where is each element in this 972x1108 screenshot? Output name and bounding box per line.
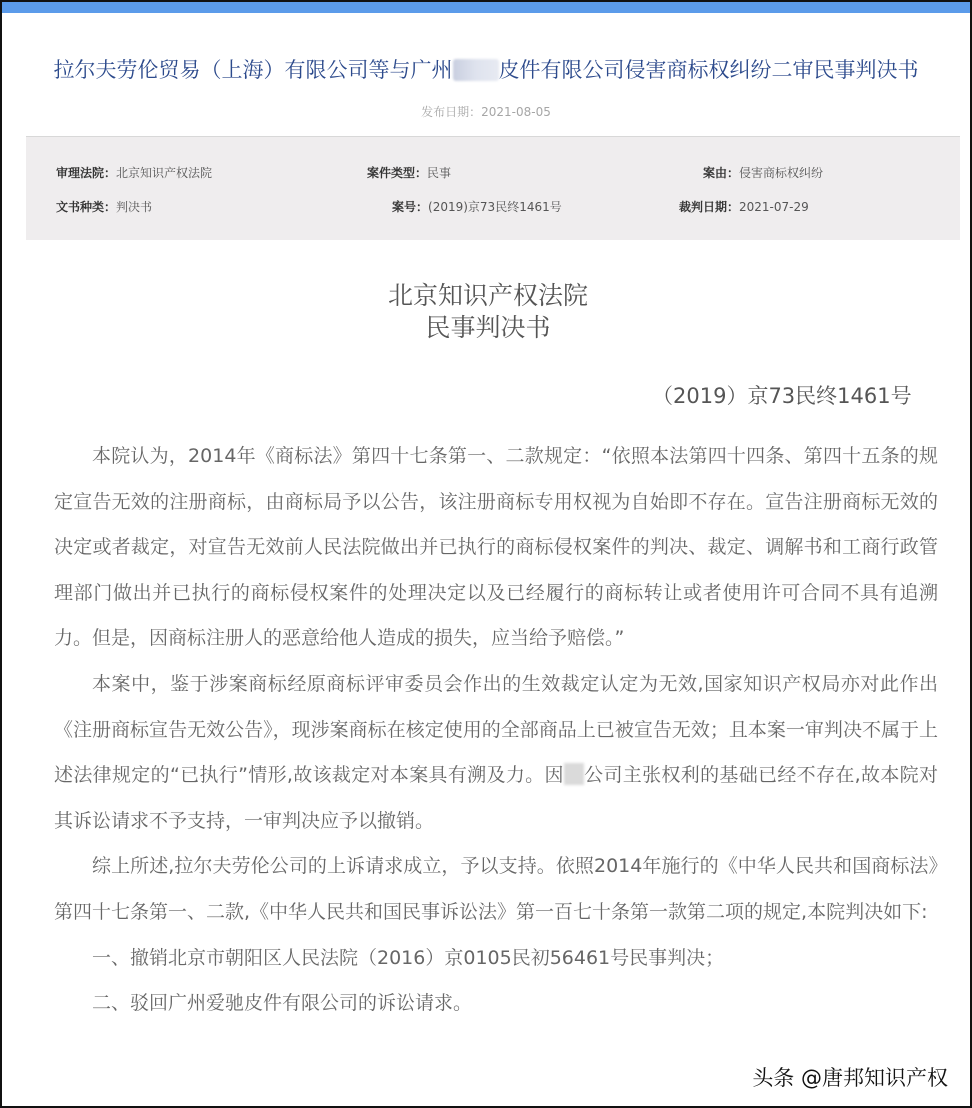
meta-case-type-value: 民事 <box>427 166 452 180</box>
title-text-part1: 拉尔夫劳伦贸易（上海）有限公司等与广州 <box>53 58 453 82</box>
meta-judgment-date <box>679 198 809 215</box>
judgment-item-2: 二、驳回广州爱驰皮件有限公司的诉讼请求。 <box>92 992 473 1015</box>
meta-case-no-value: (2019)京73民终1461号 <box>428 200 562 214</box>
case-header-panel <box>0 0 972 424</box>
case-metadata-box <box>26 136 960 240</box>
redaction-blur <box>453 59 499 81</box>
document-title <box>2 54 970 84</box>
meta-court-value: 北京知识产权法院 <box>116 166 213 180</box>
meta-case-no-label: 案号： <box>392 200 429 214</box>
meta-doc-type-label: 文书种类： <box>56 200 117 214</box>
court-name-line: 北京知识产权法院 <box>387 281 588 310</box>
document-heading <box>2 280 970 344</box>
publish-date-label: 发布日期： <box>421 105 482 119</box>
meta-case-no <box>392 198 562 215</box>
meta-doc-type <box>56 198 152 215</box>
paragraph-court-opinion: 本院认为，2014年《商标法》第四十七条第一、二款规定：“依照本法第四十四条、第四十五条的规定宣告无效的注册商标，由商标局予以公告，该注册商标专用权视为自始即不存在。宣告注册商标无效的决定或者裁定，对宣告无效前人民法院做出并已执行的商标侵权案件的判决、裁定、调解书和工商行政管理部门做出并已执行的商标侵权案件的处理决定以及已经履行的商标转让或者使用许可合同不具有追溯力。但是，因商标注册人的恶意给他人造成的损失，应当给予赔偿。” <box>54 445 938 650</box>
meta-judgment-date-label: 裁判日期： <box>679 200 740 214</box>
document-kind-line: 民事判决书 <box>425 313 551 342</box>
paragraph-case-analysis <box>54 662 938 844</box>
meta-doc-type-value: 判决书 <box>116 200 153 214</box>
paragraph-conclusion: 综上所述,拉尔夫劳伦公司的上诉请求成立，予以支持。依照2014年施行的《中华人民共和国商标法》第四十七条第一、二款,《中华人民共和国民事诉讼法》第一百七十条第一款第二项的规定,本院判决如下: <box>54 855 938 923</box>
source-watermark: 头条 @唐邦知识产权 <box>752 1066 948 1090</box>
meta-case-type-label: 案件类型： <box>367 166 428 180</box>
paragraph-case-analysis-part2: 公司主张权利的基础已经不存在,故本院对其诉讼请求不予支持，一审判决应予以撤销。 <box>54 764 938 832</box>
meta-case-type <box>367 164 451 181</box>
meta-court <box>56 164 212 181</box>
meta-cause-value: 侵害商标权纠纷 <box>739 166 824 180</box>
redaction-blur <box>564 763 584 785</box>
judgment-body-panel <box>0 422 972 1108</box>
publish-date-value: 2021-08-05 <box>481 105 551 119</box>
meta-court-label: 审理法院： <box>56 166 117 180</box>
judgment-item-1: 一、撤销北京市朝阳区人民法院（2016）京0105民初56461号民事判决； <box>92 946 725 969</box>
judgment-body-text <box>54 434 938 1027</box>
meta-cause-label: 案由： <box>703 166 740 180</box>
title-text-part2: 皮件有限公司侵害商标权纠纷二审民事判决书 <box>498 58 919 82</box>
publish-date <box>2 103 970 120</box>
paragraph-case-analysis-part1: 本案中，鉴于涉案商标经原商标评审委员会作出的生效裁定认定为无效,国家知识产权局亦对此作出《注册商标宣告无效公告》，现涉案商标在核定使用的全部商品上已被宣告无效；且本案一审判决不属于上述法律规定的“已执行”情形,故该裁定对本案具有溯及力。因 <box>54 672 938 787</box>
case-number: （2019）京73民终1461号 <box>652 384 912 408</box>
meta-judgment-date-value: 2021-07-29 <box>739 200 809 214</box>
top-accent-bar <box>2 2 970 13</box>
meta-cause <box>703 164 823 181</box>
